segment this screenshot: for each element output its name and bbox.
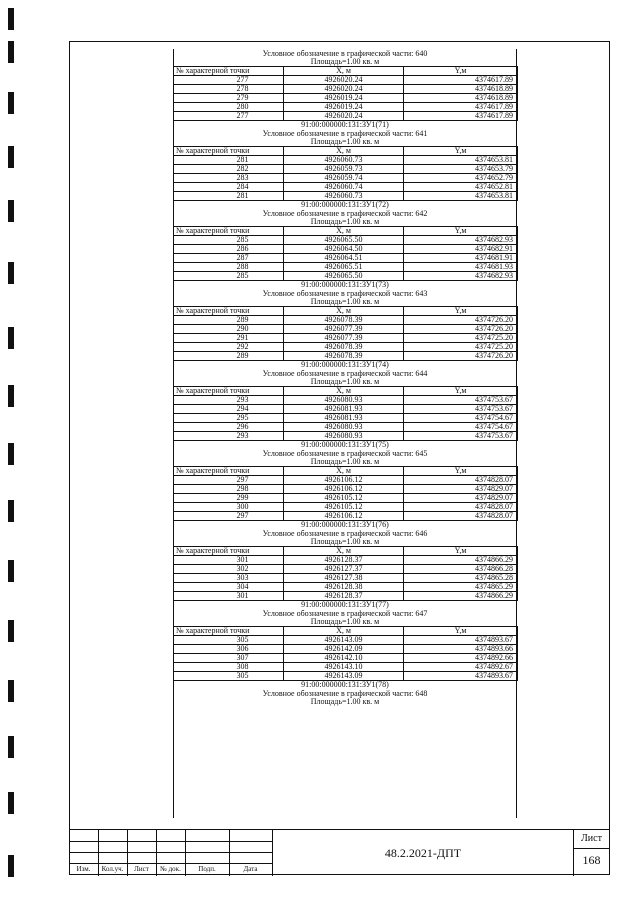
table-row: [174, 583, 518, 592]
table-row: [174, 476, 518, 485]
plot-section: [173, 601, 517, 681]
header-point: № характерной точки: [174, 627, 284, 636]
y-coordinate: 4374893.67: [404, 636, 518, 645]
x-coordinate: 4926020.24: [284, 76, 404, 85]
point-number: 297: [174, 476, 284, 485]
y-coordinate: 4374829.07: [404, 485, 518, 494]
table-header-row: [174, 67, 518, 76]
y-coordinate: 4374652.79: [404, 174, 518, 183]
y-coordinate: 4374828.07: [404, 476, 518, 485]
header-y: Y,м: [404, 627, 518, 636]
point-number: 304: [174, 583, 284, 592]
point-number: 307: [174, 654, 284, 663]
table-row: [174, 414, 518, 423]
point-number: 283: [174, 174, 284, 183]
cadastral-number: 91:00:000000:131:ЗУ1(75): [301, 440, 389, 449]
point-number: 277: [174, 112, 284, 121]
header-point: № характерной точки: [174, 387, 284, 396]
designation-text: Условное обозначение в графической части: 644: [262, 369, 428, 378]
point-number: 301: [174, 556, 284, 565]
y-coordinate: 4374682.93: [404, 236, 518, 245]
area-text: Площадь=1.00 кв. м: [310, 57, 380, 66]
cadastral-number: 91:00:000000:131:ЗУ1(72): [301, 200, 389, 209]
title-block: [69, 829, 610, 876]
table-header-row: [174, 547, 518, 556]
x-coordinate: 4926080.93: [284, 396, 404, 405]
table-row: [174, 94, 518, 103]
point-number: 290: [174, 325, 284, 334]
point-number: 294: [174, 405, 284, 414]
y-coordinate: 4374753.67: [404, 432, 518, 441]
plot-section: [173, 361, 517, 441]
point-number: 280: [174, 103, 284, 112]
binding-mark: [8, 736, 14, 758]
header-y: Y,м: [404, 227, 518, 236]
y-coordinate: 4374617.89: [404, 76, 518, 85]
stamp-label-count: Кол.уч.: [101, 865, 124, 873]
point-number: 287: [174, 254, 284, 263]
cadastral-number: 91:00:000000:131:ЗУ1(73): [301, 280, 389, 289]
x-coordinate: 4926128.37: [284, 556, 404, 565]
table-row: [174, 325, 518, 334]
table-row: [174, 174, 518, 183]
x-coordinate: 4926142.10: [284, 654, 404, 663]
y-coordinate: 4374726.20: [404, 325, 518, 334]
point-number: 306: [174, 645, 284, 654]
cadastral-number: 91:00:000000:131:ЗУ1(76): [301, 520, 389, 529]
plot-section: [173, 201, 517, 281]
y-coordinate: 4374652.81: [404, 183, 518, 192]
x-coordinate: 4926127.38: [284, 574, 404, 583]
point-number: 286: [174, 245, 284, 254]
binding-mark: [8, 146, 14, 168]
coordinates-table: [173, 306, 518, 361]
header-point: № характерной точки: [174, 307, 284, 316]
y-coordinate: 4374682.91: [404, 245, 518, 254]
header-x: Х, м: [284, 147, 404, 156]
coordinates-table: [173, 626, 518, 681]
y-coordinate: 4374618.89: [404, 85, 518, 94]
point-number: 284: [174, 183, 284, 192]
x-coordinate: 4926143.10: [284, 663, 404, 672]
binding-mark: [8, 92, 14, 114]
point-number: 295: [174, 414, 284, 423]
table-row: [174, 245, 518, 254]
area-text: Площадь=1.00 кв. м: [310, 457, 380, 466]
x-coordinate: 4926128.37: [284, 592, 404, 601]
point-number: 299: [174, 494, 284, 503]
binding-mark: [8, 41, 14, 63]
x-coordinate: 4926081.93: [284, 414, 404, 423]
point-number: 285: [174, 236, 284, 245]
y-coordinate: 4374828.07: [404, 503, 518, 512]
coordinates-table: [173, 226, 518, 281]
coordinates-document: [173, 49, 517, 706]
binding-mark: [8, 855, 14, 877]
designation-text: Условное обозначение в графической части: 640: [262, 49, 428, 58]
table-row: [174, 236, 518, 245]
area-text: Площадь=1.00 кв. м: [310, 137, 380, 146]
binding-mark: [8, 443, 14, 465]
y-coordinate: 4374828.07: [404, 512, 518, 521]
binding-mark: [8, 792, 14, 814]
coordinates-table: [173, 466, 518, 521]
point-number: 303: [174, 574, 284, 583]
table-header-row: [174, 387, 518, 396]
plot-section: [173, 66, 517, 121]
table-row: [174, 503, 518, 512]
header-y: Y,м: [404, 307, 518, 316]
x-coordinate: 4926105.12: [284, 503, 404, 512]
x-coordinate: 4926143.09: [284, 672, 404, 681]
y-coordinate: 4374617.89: [404, 112, 518, 121]
area-text: Площадь=1.00 кв. м: [310, 697, 380, 706]
x-coordinate: 4926078.39: [284, 352, 404, 361]
table-row: [174, 574, 518, 583]
point-number: 293: [174, 432, 284, 441]
coordinates-table: [173, 146, 518, 201]
x-coordinate: 4926059.73: [284, 165, 404, 174]
x-coordinate: 4926019.24: [284, 103, 404, 112]
y-coordinate: 4374725.20: [404, 343, 518, 352]
y-coordinate: 4374865.29: [404, 583, 518, 592]
header-x: Х, м: [284, 227, 404, 236]
y-coordinate: 4374681.91: [404, 254, 518, 263]
x-coordinate: 4926106.12: [284, 476, 404, 485]
table-header-row: [174, 467, 518, 476]
y-coordinate: 4374893.67: [404, 672, 518, 681]
revision-grid: [69, 830, 272, 876]
point-number: 293: [174, 396, 284, 405]
y-coordinate: 4374653.81: [404, 156, 518, 165]
sections-container: [173, 66, 517, 681]
binding-mark: [8, 560, 14, 582]
x-coordinate: 4926020.24: [284, 85, 404, 94]
y-coordinate: 4374726.20: [404, 352, 518, 361]
x-coordinate: 4926060.73: [284, 192, 404, 201]
table-row: [174, 485, 518, 494]
designation-text: Условное обозначение в графической части: 642: [262, 209, 428, 218]
point-number: 288: [174, 263, 284, 272]
y-coordinate: 4374865.28: [404, 574, 518, 583]
table-row: [174, 156, 518, 165]
y-coordinate: 4374866.28: [404, 565, 518, 574]
table-header-row: [174, 147, 518, 156]
plot-section: [173, 441, 517, 521]
sheet-number: 168: [582, 853, 601, 867]
plot-section: [173, 521, 517, 601]
header-x: Х, м: [284, 67, 404, 76]
point-number: 292: [174, 343, 284, 352]
x-coordinate: 4926106.12: [284, 485, 404, 494]
y-coordinate: 4374682.93: [404, 272, 518, 281]
table-row: [174, 565, 518, 574]
table-row: [174, 254, 518, 263]
y-coordinate: 4374754.67: [404, 423, 518, 432]
y-coordinate: 4374753.67: [404, 405, 518, 414]
x-coordinate: 4926143.09: [284, 636, 404, 645]
table-row: [174, 556, 518, 565]
plot-section: [173, 281, 517, 361]
point-number: 296: [174, 423, 284, 432]
table-row: [174, 316, 518, 325]
point-number: 278: [174, 85, 284, 94]
stamp-label-change: Изм.: [76, 865, 91, 873]
x-coordinate: 4926064.51: [284, 254, 404, 263]
table-row: [174, 165, 518, 174]
table-row: [174, 494, 518, 503]
x-coordinate: 4926059.74: [284, 174, 404, 183]
table-row: [174, 263, 518, 272]
point-number: 305: [174, 636, 284, 645]
x-coordinate: 4926080.93: [284, 432, 404, 441]
binding-mark: [8, 680, 14, 702]
x-coordinate: 4926020.24: [284, 112, 404, 121]
point-number: 298: [174, 485, 284, 494]
table-row: [174, 396, 518, 405]
coordinates-table: [173, 66, 518, 121]
x-coordinate: 4926077.39: [284, 325, 404, 334]
point-number: 289: [174, 316, 284, 325]
table-row: [174, 663, 518, 672]
x-coordinate: 4926127.37: [284, 565, 404, 574]
y-coordinate: 4374892.67: [404, 663, 518, 672]
table-row: [174, 645, 518, 654]
point-number: 289: [174, 352, 284, 361]
designation-text: Условное обозначение в графической части: 641: [262, 129, 428, 138]
header-point: № характерной точки: [174, 67, 284, 76]
point-number: 281: [174, 192, 284, 201]
x-coordinate: 4926128.38: [284, 583, 404, 592]
cadastral-number: 91:00:000000:131:ЗУ1(74): [301, 360, 389, 369]
point-number: 291: [174, 334, 284, 343]
coordinates-table: [173, 386, 518, 441]
y-coordinate: 4374653.79: [404, 165, 518, 174]
x-coordinate: 4926060.73: [284, 156, 404, 165]
y-coordinate: 4374754.67: [404, 414, 518, 423]
x-coordinate: 4926019.24: [284, 94, 404, 103]
table-row: [174, 423, 518, 432]
header-y: Y,м: [404, 467, 518, 476]
stamp-label-signature: Подп.: [198, 865, 216, 873]
y-coordinate: 4374726.20: [404, 316, 518, 325]
header-point: № характерной точки: [174, 147, 284, 156]
x-coordinate: 4926106.12: [284, 512, 404, 521]
table-row: [174, 405, 518, 414]
point-number: 308: [174, 663, 284, 672]
x-coordinate: 4926065.51: [284, 263, 404, 272]
table-row: [174, 85, 518, 94]
table-row: [174, 76, 518, 85]
header-point: № характерной точки: [174, 467, 284, 476]
table-row: [174, 183, 518, 192]
binding-mark: [8, 200, 14, 222]
y-coordinate: 4374653.81: [404, 192, 518, 201]
header-point: № характерной точки: [174, 227, 284, 236]
point-number: 282: [174, 165, 284, 174]
x-coordinate: 4926065.50: [284, 236, 404, 245]
point-number: 302: [174, 565, 284, 574]
binding-mark: [8, 500, 14, 522]
header-y: Y,м: [404, 147, 518, 156]
y-coordinate: 4374617.89: [404, 103, 518, 112]
header-y: Y,м: [404, 387, 518, 396]
coordinates-table: [173, 546, 518, 601]
area-text: Площадь=1.00 кв. м: [310, 217, 380, 226]
area-text: Площадь=1.00 кв. м: [310, 297, 380, 306]
y-coordinate: 4374892.66: [404, 654, 518, 663]
y-coordinate: 4374681.93: [404, 263, 518, 272]
top-section-header: [173, 49, 517, 66]
document-code: 48.2.2021-ДПТ: [272, 830, 574, 876]
point-number: 281: [174, 156, 284, 165]
x-coordinate: 4926105.12: [284, 494, 404, 503]
x-coordinate: 4926065.50: [284, 272, 404, 281]
bottom-section-header: [173, 681, 517, 706]
x-coordinate: 4926078.39: [284, 343, 404, 352]
cadastral-number: 91:00:000000:131:ЗУ1(71): [301, 120, 389, 129]
y-coordinate: 4374753.67: [404, 396, 518, 405]
point-number: 301: [174, 592, 284, 601]
stamp-label-doc: № док.: [160, 865, 181, 873]
header-y: Y,м: [404, 547, 518, 556]
point-number: 297: [174, 512, 284, 521]
table-row: [174, 654, 518, 663]
stamp-label-date: Дата: [243, 865, 258, 873]
point-number: 300: [174, 503, 284, 512]
table-header-row: [174, 307, 518, 316]
header-point: № характерной точки: [174, 547, 284, 556]
binding-mark: [8, 8, 14, 30]
x-coordinate: 4926060.74: [284, 183, 404, 192]
y-coordinate: 4374866.29: [404, 556, 518, 565]
area-text: Площадь=1.00 кв. м: [310, 617, 380, 626]
y-coordinate: 4374829.07: [404, 494, 518, 503]
header-y: Y,м: [404, 67, 518, 76]
designation-text: Условное обозначение в графической части: 648: [262, 689, 428, 698]
point-number: 285: [174, 272, 284, 281]
x-coordinate: 4926078.39: [284, 316, 404, 325]
point-number: 279: [174, 94, 284, 103]
x-coordinate: 4926080.93: [284, 423, 404, 432]
header-x: Х, м: [284, 547, 404, 556]
area-text: Площадь=1.00 кв. м: [310, 537, 380, 546]
x-coordinate: 4926064.50: [284, 245, 404, 254]
table-header-row: [174, 627, 518, 636]
table-row: [174, 103, 518, 112]
sheet-label: Лист: [581, 833, 602, 844]
header-x: Х, м: [284, 387, 404, 396]
x-coordinate: 4926142.09: [284, 645, 404, 654]
header-x: Х, м: [284, 467, 404, 476]
table-header-row: [174, 227, 518, 236]
y-coordinate: 4374618.89: [404, 94, 518, 103]
table-row: [174, 343, 518, 352]
area-text: Площадь=1.00 кв. м: [310, 377, 380, 386]
table-row: [174, 334, 518, 343]
binding-mark: [8, 385, 14, 407]
header-x: Х, м: [284, 307, 404, 316]
binding-mark: [8, 620, 14, 642]
binding-mark: [8, 262, 14, 284]
y-coordinate: 4374866.29: [404, 592, 518, 601]
header-x: Х, м: [284, 627, 404, 636]
point-number: 305: [174, 672, 284, 681]
designation-text: Условное обозначение в графической части: 647: [262, 609, 428, 618]
cadastral-number: 91:00:000000:131:ЗУ1(78): [301, 680, 389, 689]
y-coordinate: 4374725.20: [404, 334, 518, 343]
cadastral-number: 91:00:000000:131:ЗУ1(77): [301, 600, 389, 609]
point-number: 277: [174, 76, 284, 85]
binding-mark: [8, 327, 14, 349]
stamp-label-sheet: Лист: [134, 865, 149, 873]
y-coordinate: 4374893.66: [404, 645, 518, 654]
x-coordinate: 4926081.93: [284, 405, 404, 414]
designation-text: Условное обозначение в графической части: 646: [262, 529, 428, 538]
table-row: [174, 636, 518, 645]
designation-text: Условное обозначение в графической части: 645: [262, 449, 428, 458]
designation-text: Условное обозначение в графической части: 643: [262, 289, 428, 298]
x-coordinate: 4926077.39: [284, 334, 404, 343]
plot-section: [173, 121, 517, 201]
